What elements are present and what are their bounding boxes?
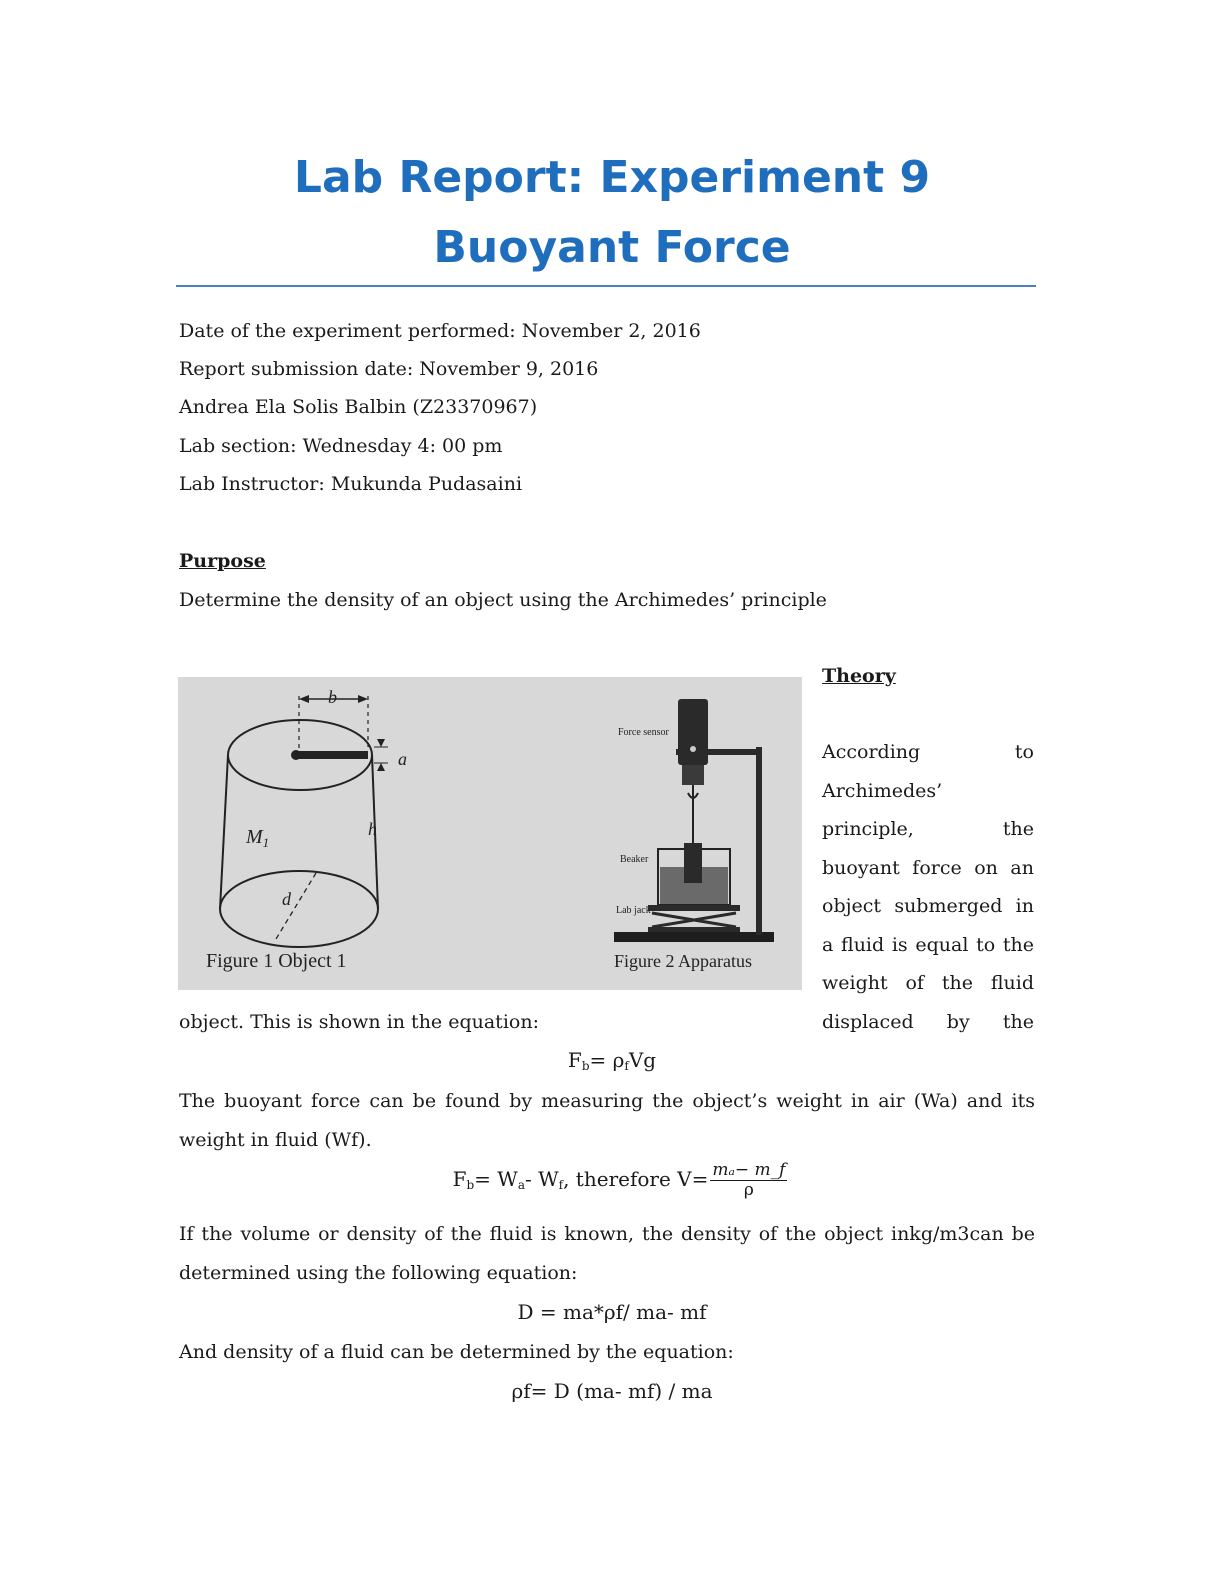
volume-fraction: $\frac{\text{mₐ− m\_f}}{\rho}$ [712, 1160, 786, 1200]
theory-heading: Theory [822, 665, 896, 687]
student-name: Andrea Ela Solis Balbin (Z23370967) [179, 396, 538, 418]
lab-section: Lab section: Wednesday 4: 00 pm [179, 435, 503, 457]
figure-1-caption: Figure 1 Object 1 [206, 950, 347, 972]
equation-buoyant-force: $F_b= \rho_fVg$ [567, 1048, 657, 1073]
label-d: d [282, 889, 291, 909]
apparatus-figure [178, 677, 802, 990]
submission-date: Report submission date: November 9, 2016 [179, 358, 599, 380]
equation-object-density: D = ma*ρf/ ma- mf [517, 1300, 707, 1324]
label-beaker: Beaker [620, 854, 649, 865]
equation-fluid-density: ρf= D (ma- mf) / ma [511, 1379, 713, 1403]
equation-volume: $F_b= W_a-$ $W_f$, therefore V= $\frac{\text{mₐ− m\_f}}{\rho}$ [452, 1160, 786, 1200]
theory-paragraph-4: And density of a fluid can be determined by the equation: [179, 1341, 734, 1363]
label-b: b [328, 687, 337, 707]
title-line-1: Lab Report: Experiment 9 [293, 152, 931, 203]
title-divider [176, 285, 1036, 287]
label-h: h [368, 819, 377, 839]
theory-continuation: object. This is shown in the equation: [179, 1011, 539, 1033]
label-lab-jack: Lab jack [616, 905, 651, 916]
purpose-heading: Purpose [179, 550, 266, 572]
label-m1: $M_1$ [246, 826, 270, 850]
date-performed: Date of the experiment performed: November 2, 2016 [179, 320, 701, 342]
theory-paragraph-2: The buoyant force can be found by measuring the object’s weight in air (Wa) and its weight in fluid (Wf). [179, 1090, 1035, 1151]
title-line-2: Buoyant Force [433, 222, 791, 273]
lab-instructor: Lab Instructor: Mukunda Pudasaini [179, 473, 523, 495]
label-force-sensor: Force sensor [618, 727, 669, 738]
figure-2-caption: Figure 2 Apparatus [614, 951, 752, 971]
label-a: a [398, 749, 407, 769]
purpose-text: Determine the density of an object using the Archimedes’ principle [179, 589, 827, 611]
theory-column-text: According to Archimedes’ principle, the buoyant force on an object submerged in a fluid is equal to the weight of the fluid displaced by the [822, 741, 1034, 1033]
theory-paragraph-3: If the volume or density of the fluid is known, the density of the object inkg/m3can be determined using the following equation: [179, 1223, 1035, 1284]
